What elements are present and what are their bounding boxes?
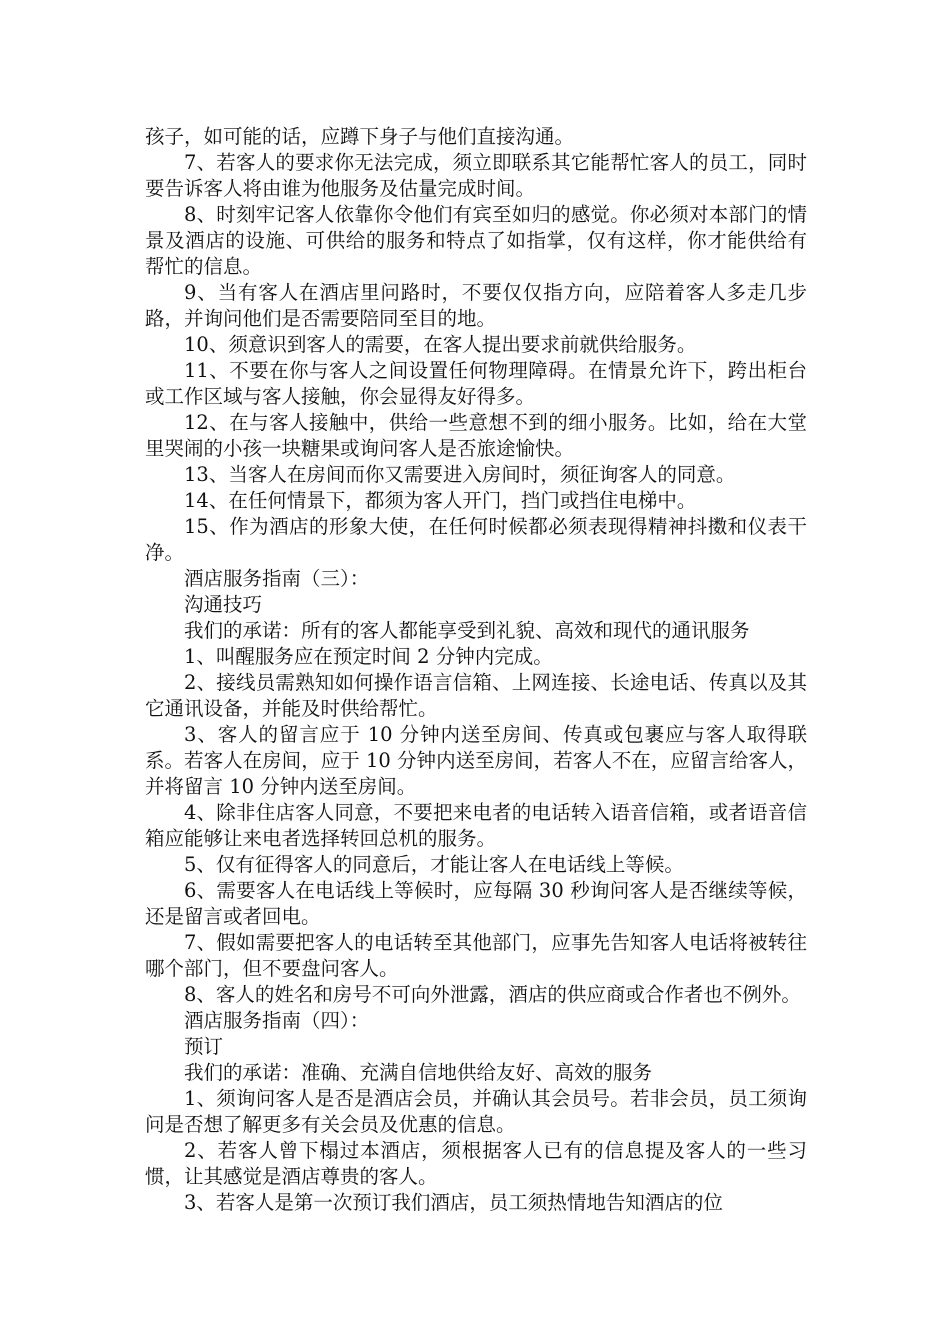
paragraph-item-2b: 2、若客人曾下榻过本酒店，须根据客人已有的信息提及客人的一些习惯，让其感觉是酒店尊贵的客人。 bbox=[145, 1139, 807, 1188]
paragraph-continuation: 孩子，如可能的话，应蹲下身子与他们直接沟通。 bbox=[145, 125, 575, 148]
paragraph-item-11: 11、不要在你与客人之间设置任何物理障碍。在情景允许下，跨出柜台或工作区域与客人接触，你会显得友好得多。 bbox=[145, 359, 807, 408]
paragraph-item-13: 13、当客人在房间而你又需要进入房间时，须征询客人的同意。 bbox=[184, 463, 736, 486]
paragraph-item-9: 9、当有客人在酒店里问路时，不要仅仅指方向，应陪着客人多走几步路，并询问他们是否需要陪同至目的地。 bbox=[145, 281, 807, 330]
paragraph-item-6: 6、需要客人在电话线上等候时，应每隔 30 秒询问客人是否继续等候，还是留言或者回电。 bbox=[145, 879, 807, 928]
paragraph-item-1: 1、叫醒服务应在预定时间 2 分钟内完成。 bbox=[184, 645, 553, 668]
paragraph-item-5: 5、仅有征得客人的同意后，才能让客人在电话线上等候。 bbox=[184, 853, 684, 876]
section-subtitle-communication: 沟通技巧 bbox=[184, 593, 263, 616]
paragraph-item-14: 14、在任何情景下，都须为客人开门，挡门或挡住电梯中。 bbox=[184, 489, 697, 512]
document-page bbox=[145, 124, 807, 1216]
promise-paragraph: 我们的承诺：所有的客人都能享受到礼貌、高效和现代的通讯服务 bbox=[184, 619, 750, 642]
paragraph-item-7: 7、若客人的要求你无法完成，须立即联系其它能帮忙客人的员工，同时要告诉客人将由谁为他服务及估量完成时间。 bbox=[145, 151, 807, 200]
paragraph-item-15: 15、作为酒店的形象大使，在任何时候都必须表现得精神抖擞和仪表干净。 bbox=[145, 515, 807, 564]
paragraph-item-3: 3、客人的留言应于 10 分钟内送至房间、传真或包裹应与客人取得联系。若客人在房间，应于 10 分钟内送至房间，若客人不在，应留言给客人，并将留言 10 分钟内送至房间。 bbox=[145, 723, 807, 798]
section-heading-three: 酒店服务指南（三）： bbox=[184, 567, 370, 590]
section-subtitle-booking: 预订 bbox=[184, 1035, 224, 1058]
paragraph-item-1b: 1、须询问客人是否是酒店会员，并确认其会员号。若非会员，员工须询问是否想了解更多有关会员及优惠的信息。 bbox=[145, 1087, 807, 1136]
paragraph-item-4: 4、除非住店客人同意，不要把来电者的电话转入语音信箱，或者语音信箱应能够让来电者选择转回总机的服务。 bbox=[145, 801, 807, 850]
paragraph-item-3b: 3、若客人是第一次预订我们酒店，员工须热情地告知酒店的位 bbox=[184, 1191, 723, 1214]
paragraph-item-8: 8、时刻牢记客人依靠你令他们有宾至如归的感觉。你必须对本部门的情景及酒店的设施、可供给的服务和特点了如指掌，仅有这样，你才能供给有帮忙的信息。 bbox=[145, 203, 807, 278]
paragraph-item-7b: 7、假如需要把客人的电话转至其他部门，应事先告知客人电话将被转往哪个部门，但不要盘问客人。 bbox=[145, 931, 807, 980]
paragraph-item-10: 10、须意识到客人的需要，在客人提出要求前就供给服务。 bbox=[184, 333, 697, 356]
paragraph-item-2: 2、接线员需熟知如何操作语言信箱、上网连接、长途电话、传真以及其它通讯设备，并能及时供给帮忙。 bbox=[145, 671, 807, 720]
paragraph-item-8b: 8、客人的姓名和房号不可向外泄露，酒店的供应商或合作者也不例外。 bbox=[184, 983, 801, 1006]
section-heading-four: 酒店服务指南（四）： bbox=[184, 1009, 370, 1032]
promise-paragraph-booking: 我们的承诺：准确、充满自信地供给友好、高效的服务 bbox=[184, 1061, 653, 1084]
paragraph-item-12: 12、在与客人接触中，供给一些意想不到的细小服务。比如，给在大堂里哭闹的小孩一块糖果或询问客人是否旅途愉快。 bbox=[145, 411, 807, 460]
